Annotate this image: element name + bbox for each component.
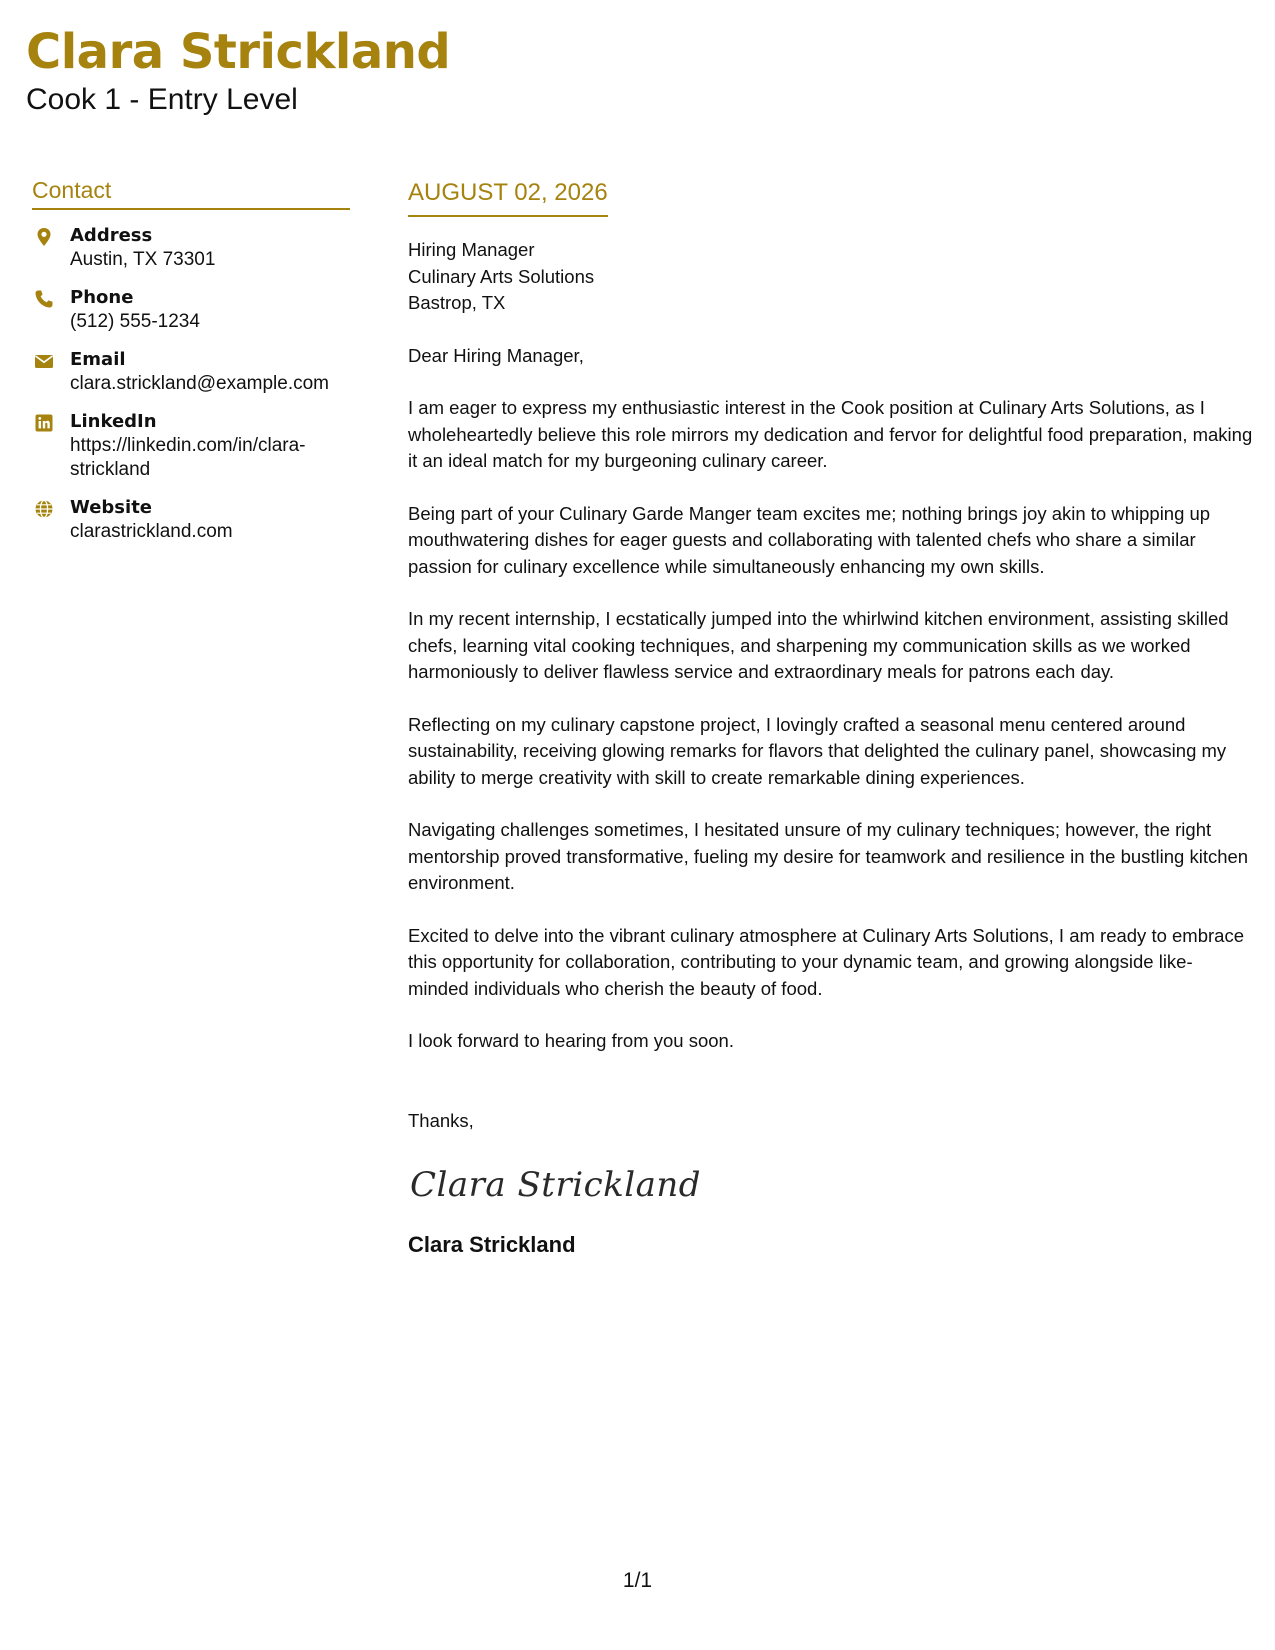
globe-icon bbox=[34, 499, 54, 519]
contact-item-email bbox=[32, 348, 350, 396]
letter-date: AUGUST 02, 2026 bbox=[408, 178, 608, 217]
body-paragraph: Excited to delve into the vibrant culinary atmosphere at Culinary Arts Solutions, I am ready to embrace this opportunity for collaboration, contributing to your dynamic team, and growing alongside like-minded individuals who cherish the beauty of food. bbox=[408, 924, 1244, 999]
sign-off: Thanks, bbox=[408, 1109, 474, 1131]
job-title: Cook 1 - Entry Level bbox=[26, 83, 298, 116]
phone-label: Phone bbox=[70, 287, 134, 308]
recipient-line: Culinary Arts Solutions bbox=[408, 265, 595, 287]
contact-item-phone bbox=[32, 286, 350, 334]
linkedin-icon bbox=[34, 413, 54, 433]
phone-icon bbox=[34, 289, 54, 309]
body-paragraph: I am eager to express my enthusiastic interest in the Cook position at Culinary Arts Solutions, as I wholeheartedly believe this role mirrors my dedication and fervor for delightful food preparation, making it an ideal match for my burgeoning culinary career. bbox=[408, 397, 1253, 471]
cover-letter bbox=[408, 178, 1253, 1260]
recipient-line: Hiring Manager bbox=[408, 239, 535, 260]
page-number: 1/1 bbox=[622, 1569, 653, 1592]
contact-heading: Contact bbox=[32, 176, 350, 210]
contact-item-website bbox=[32, 496, 350, 544]
website-label: Website bbox=[70, 497, 153, 518]
resume-header bbox=[26, 22, 450, 118]
signature-text: Clara Strickland bbox=[410, 1165, 702, 1205]
phone-value: (512) 555-1234 bbox=[70, 311, 200, 332]
linkedin-value-line2[interactable]: strickland bbox=[70, 459, 151, 480]
applicant-name: Clara Strickland bbox=[26, 24, 451, 80]
website-value[interactable]: clarastrickland.com bbox=[70, 521, 233, 542]
recipient-line: Bastrop, TX bbox=[408, 292, 506, 313]
body-paragraph: In my recent internship, I ecstatically jumped into the whirlwind kitchen environment, assisting skilled chefs, learning vital cooking techniques, and sharpening my communication skills as we worked harmoniously to deliver flawless service and extraordinary meals for patrons each day. bbox=[408, 608, 1229, 682]
linkedin-value-line1[interactable]: https://linkedin.com/in/clara- bbox=[70, 435, 306, 456]
address-value: Austin, TX 73301 bbox=[70, 249, 216, 270]
email-label: Email bbox=[70, 349, 126, 370]
contact-item-address bbox=[32, 224, 350, 272]
salutation: Dear Hiring Manager, bbox=[408, 344, 584, 366]
email-value[interactable]: clara.strickland@example.com bbox=[70, 373, 329, 394]
contact-item-linkedin bbox=[32, 410, 350, 482]
contact-sidebar bbox=[32, 176, 350, 558]
body-paragraph: Reflecting on my culinary capstone project, I lovingly crafted a seasonal menu centered around sustainability, receiving glowing remarks for flavors that delighted the culinary panel, showcasing my ability to merge creativity with skill to create remarkable dining experiences. bbox=[408, 713, 1227, 788]
address-label: Address bbox=[70, 225, 153, 246]
signer-name: Clara Strickland bbox=[408, 1232, 576, 1257]
linkedin-label: LinkedIn bbox=[70, 411, 157, 432]
closing-line: I look forward to hearing from you soon. bbox=[408, 1030, 734, 1051]
handwritten-signature bbox=[408, 1160, 1253, 1208]
body-paragraph: Being part of your Culinary Garde Manger team excites me; nothing brings joy akin to whipping up mouthwatering dishes for eager guests and collaborating with talented chefs who share a similar passion for culinary excellence while simultaneously enhancing my own skills. bbox=[408, 502, 1211, 577]
body-paragraph: Navigating challenges sometimes, I hesitated unsure of my culinary techniques; however, the right mentorship proved transformative, fueling my desire for teamwork and resilience in the bustling kitchen environment. bbox=[408, 819, 1249, 893]
envelope-icon bbox=[34, 351, 54, 371]
recipient-block bbox=[408, 237, 1253, 317]
map-pin-icon bbox=[34, 227, 54, 247]
